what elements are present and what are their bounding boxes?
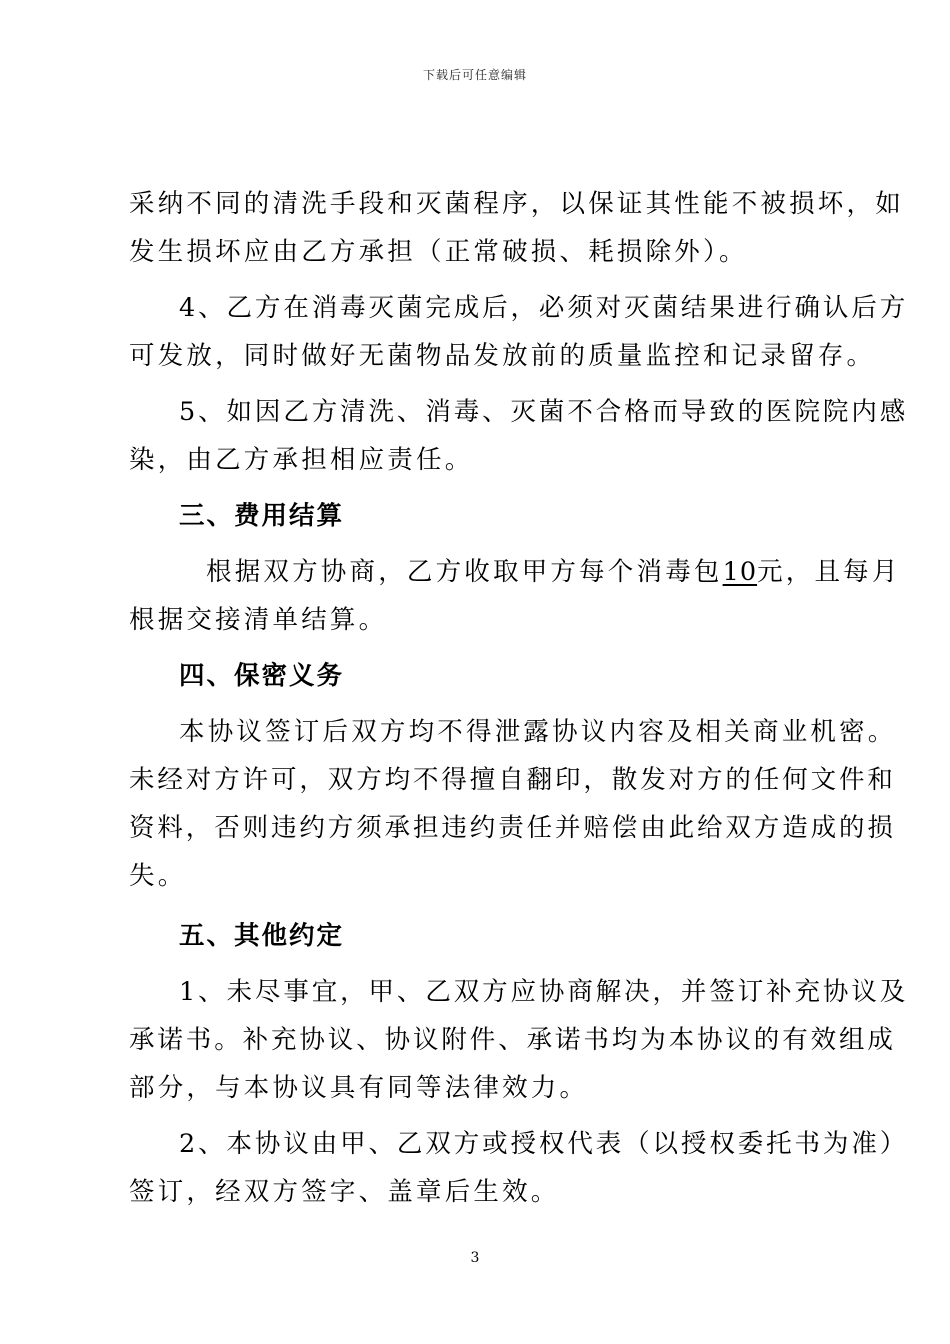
paragraph-line: 可发放，同时做好无菌物品发放前的质量监控和记录留存。 [129, 341, 876, 371]
paragraph-line: 资料，否则违约方须承担违约责任并赔偿由此给双方造成的损 [129, 813, 896, 843]
paragraph-line: 承诺书。补充协议、协议附件、承诺书均为本协议的有效组成 [129, 1025, 896, 1055]
section-heading-other: 五、其他约定 [179, 921, 345, 951]
page-header: 下载后可任意编辑 [422, 68, 527, 82]
section-heading-fees: 三、费用结算 [179, 501, 345, 531]
paragraph-line: 本协议签订后双方均不得泄露协议内容及相关商业机密。 [179, 717, 897, 747]
page-number: 3 [470, 1250, 480, 1266]
paragraph-line: 失。 [129, 861, 187, 891]
paragraph-line: 5、如因乙方清洗、消毒、灭菌不合格而导致的医院院内感 [179, 397, 909, 427]
paragraph-line: 2、本协议由甲、乙双方或授权代表（以授权委托书为准） [179, 1129, 909, 1159]
paragraph-line: 签订，经双方签字、盖章后生效。 [129, 1177, 560, 1207]
paragraph-line: 发生损坏应由乙方承担（正常破损、耗损除外）。 [129, 237, 748, 267]
fee-text-prefix: 根据双方协商，乙方收取甲方每个消毒包 [206, 557, 723, 587]
paragraph-line: 未经对方许可，双方均不得擅自翻印，散发对方的任何文件和 [129, 765, 896, 795]
paragraph-line [129, 548, 901, 596]
paragraph-line: 部分，与本协议具有同等法律效力。 [129, 1073, 589, 1103]
paragraph-line: 1、未尽事宜，甲、乙双方应协商解决，并签订补充协议及 [179, 977, 909, 1007]
fee-text-suffix: 元，且每月 [757, 557, 901, 587]
section-heading-confidentiality: 四、保密义务 [179, 661, 345, 691]
paragraph-line: 采纳不同的清洗手段和灭菌程序，以保证其性能不被损坏，如 [129, 189, 904, 219]
fee-amount: 10 [722, 557, 758, 587]
document-body [129, 180, 909, 1216]
paragraph-line: 染，由乙方承担相应责任。 [129, 445, 474, 475]
paragraph-line: 根据交接清单结算。 [129, 605, 388, 635]
paragraph-line: 4、乙方在消毒灭菌完成后，必须对灭菌结果进行确认后方 [179, 293, 909, 323]
